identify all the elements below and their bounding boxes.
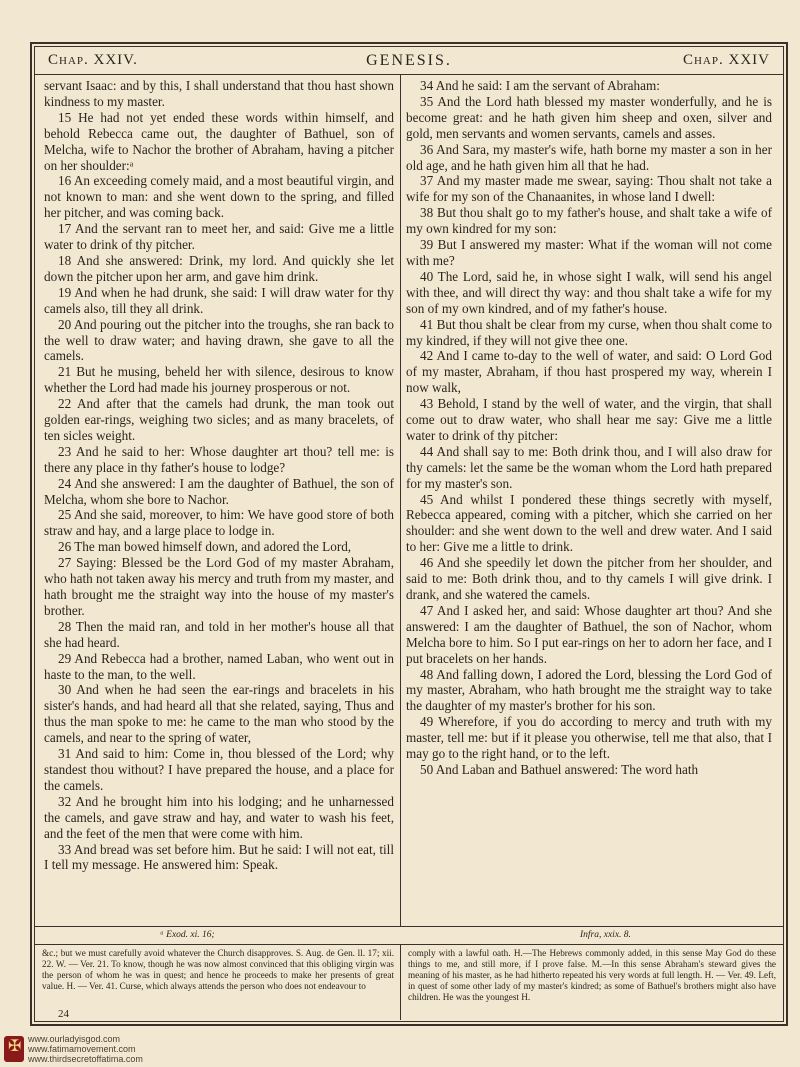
verse: 22 And after that the camels had drunk, the man took out golden ear-rings, weighing two sicles; and as many bracelets, of ten sicles weight. [44, 396, 394, 443]
footer-links [28, 1034, 143, 1064]
verse: 42 And I came to-day to the well of water, and said: O Lord God of my master, Abraham, if thou hast prospered my way, wherein I now walk, [406, 348, 772, 396]
verse: 41 But thou shalt be clear from my curse, when thou shalt come to my kindred, if they will not give thee one. [406, 316, 772, 348]
verse: 35 And the Lord hath blessed my master wonderfully, and he is become great: and he hath given him sheep and oxen, silver and gold, men servants and women servants, camels and asses. [406, 93, 772, 141]
right-column-text [406, 78, 772, 778]
verse: 37 And my master made me swear, saying: Thou shalt not take a wife for my son of the Chanaanites, in whose land I dwell: [406, 173, 772, 205]
verse: 25 And she said, moreover, to him: We have good store of both straw and hay, and a large place to lodge in. [44, 507, 394, 539]
verse: 31 And said to him: Come in, thou blessed of the Lord; why standest thou without? I have prepared the house, and a place for the camels. [44, 746, 394, 793]
verse: 45 And whilst I pondered these things secretly with myself, Rebecca appeared, coming with a pitcher, which she carried on her shoulder: and she went down to the well and drew water. And I said to her: Give me a little to drink. [406, 491, 772, 555]
verse: 26 The man bowed himself down, and adored the Lord, [58, 539, 352, 555]
verse: 20 And pouring out the pitcher into the troughs, she ran back to the well to draw water; and having drawn, she gave to all the camels. [44, 316, 394, 364]
verse: 50 And Laban and Bathuel answered: The word hath [420, 761, 699, 777]
verse: 36 And Sara, my master's wife, hath borne my master a son in her old age, and he hath given him all that he had. [406, 141, 772, 173]
verse: 49 Wherefore, if you do according to mercy and truth with my master, tell me: but if it please you otherwise, tell me that also, that I may go to the right hand, or to the left. [406, 714, 772, 762]
header-rule [34, 74, 784, 75]
footer-link[interactable]: www.thirdsecretoffatima.com [28, 1054, 143, 1064]
verse: 23 And he said to her: Whose daughter art thou? tell me: is there any place in thy father's house to lodge? [44, 443, 394, 475]
verse: 15 He had not yet ended these words within himself, and behold Rebecca came out, the daughter of Bathuel, son of Melcha, wife to Nachor the brother of Abraham, having a pitcher on her shoulder:ᵃ [44, 109, 394, 173]
verse: 28 Then the maid ran, and told in her mother's house all that she had heard. [44, 618, 394, 650]
verse: 30 And when he had seen the ear-rings and bracelets in his sister's hands, and had heard all that she related, saying, Thus and thus the man spoke to me: he came to the man who stood by the camels, and near to the spring of water, [44, 682, 394, 746]
cross-icon: ✠ [4, 1036, 24, 1062]
verse: 21 But he musing, beheld her with silence, desirous to know whether the Lord had made his journey prosperous or not. [44, 364, 394, 396]
verse: 18 And she answered: Drink, my lord. And quickly she let down the pitcher upon her arm, and gave him drink. [44, 252, 394, 284]
verse: 46 And she speedily let down the pitcher from her shoulder, and said to me: Both drink thou, and to thy camels I will give drink. I drank, and she watered the camels. [406, 555, 772, 602]
page-number: 24 [58, 1008, 69, 1020]
verse: 38 But thou shalt go to my father's house, and shalt take a wife of my own kindred for my son: [406, 205, 772, 237]
verse: 48 And falling down, I adored the Lord, blessing the Lord God of my master, Abraham, who hath brought me the straight way to take the daughter of my master's brother for his son. [406, 666, 772, 714]
footnotes-right: comply with a lawful oath. H.—The Hebrews commonly added, in this sense May God do these things to me, and still more, if I prove false. M.—In this sense Abraham's steward gives the meaning of his master, as he had hitherto repeated his very words at full length. H. — Ver. 49. Left, in quest of some other lady of my master's kindred; as some of Bathuel's brothers might also have children. He was the youngest H. [408, 948, 776, 1002]
verse: 29 And Rebecca had a brother, named Laban, who went out in haste to the man, to the well. [44, 650, 394, 682]
column-divider [400, 74, 401, 926]
footer-link[interactable]: www.ourladyisgod.com [28, 1034, 121, 1044]
left-column-text [44, 78, 394, 873]
notes-divider [400, 944, 401, 1020]
header-chapter-right: Chap. XXIV [682, 52, 770, 68]
verse: 34 And he said: I am the servant of Abraham: [420, 78, 660, 93]
verse: 47 And I asked her, and said: Whose daughter art thou? And she answered: I am the daughter of Bathuel, the son of Nachor, whom Melcha bore to him. So I put ear-rings on her to adorn her face, and I put bracelets on her hands. [406, 602, 772, 666]
verse: 39 But I answered my master: What if the woman will not come with me? [406, 237, 772, 268]
verse: 40 The Lord, said he, in whose sight I walk, will send his angel with thee, and will direct thy way: and thou shalt take a wife for my son of my own kindred, and of my father's house. [406, 268, 772, 316]
verse: 24 And she answered: I am the daughter of Bathuel, the son of Melcha, whom she bore to Nachor. [44, 475, 394, 507]
footer-link[interactable]: www.fatimamovement.com [28, 1044, 136, 1054]
verse: 17 And the servant ran to meet her, and said: Give me a little water to drink of thy pitcher. [44, 221, 394, 253]
verse: servant Isaac: and by this, I shall understand that thou hast shown kindness to my master. [44, 78, 394, 109]
references-rule [34, 926, 784, 927]
verse: 43 Behold, I stand by the well of water, and the virgin, that shall come out to draw water, who shall hear me say: Give me a little water to drink of thy pitcher: [406, 396, 772, 443]
header-chapter-left: Chap. XXIV. [48, 52, 138, 68]
footnotes-left: &c.; but we must carefully avoid whatever the Church disapproves. S. Aug. de Gen. ll. 17; xii. 22. W. — Ver. 21. To know, though he was now almost convinced that this obliging virgin was the person of whom he was in quest; and hence he proceeds to make her presents of great value. H. — Ver. 41. Curse, which always attends the person who does not endeavour to [42, 948, 394, 991]
verse: 16 An exceeding comely maid, and a most beautiful virgin, and not known to man: and she went down to the spring, and filled her pitcher, and was coming back. [44, 173, 394, 221]
verse: 44 And shall say to me: Both drink thou, and I will also draw for thy camels: let the same be the woman whom the Lord hath prepared for my master's son. [406, 443, 772, 491]
verse: 19 And when he had drunk, she said: I will draw water for thy camels also, till they all drink. [44, 284, 394, 316]
verse: 27 Saying: Blessed be the Lord God of my master Abraham, who hath not taken away his mercy and truth from my master, and hath brought me the straight way into the house of my master's brother. [44, 555, 394, 618]
verse: 33 And bread was set before him. But he said: I will not eat, till I tell my message. He answered him: Speak. [44, 841, 394, 873]
notes-rule [34, 944, 784, 945]
verse: 32 And he brought him into his lodging; and he unharnessed the camels, and gave straw and hay, and water to wash his feet, and the feet of the men that were come with him. [44, 793, 394, 841]
cross-reference-left: ᵃ Exod. xi. 16; [160, 930, 215, 940]
header-book-title: GENESIS. [366, 52, 452, 69]
running-header [36, 50, 782, 70]
cross-reference-right: Infra, xxix. 8. [580, 930, 631, 940]
